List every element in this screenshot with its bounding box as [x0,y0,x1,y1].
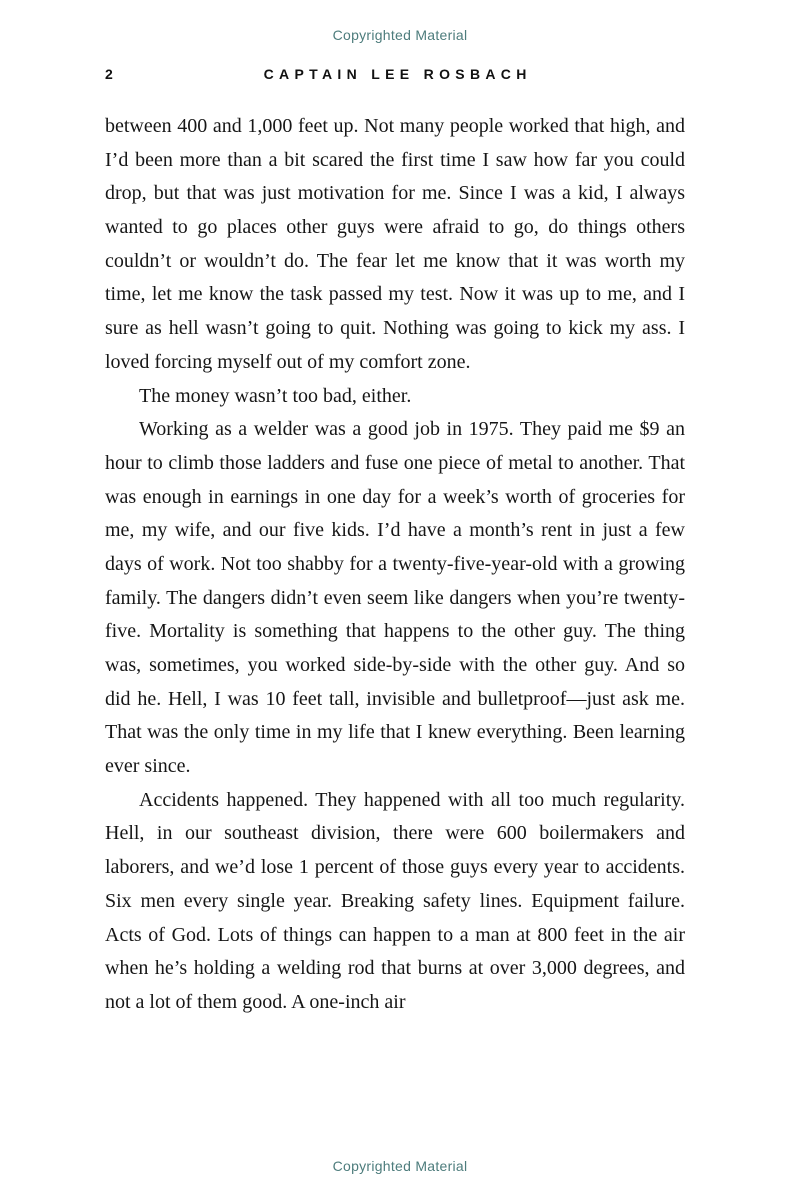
paragraph: The money wasn’t too bad, either. [139,384,412,407]
body-text [105,110,685,1020]
paragraph: between 400 and 1,000 feet up. Not many people worked that high, and I’d been more than a bit scared the first time I saw how far you could drop, but that was just motivation for me. Since I was a kid, I always wanted to go places other guys were afraid to go, do things others couldn’t or wouldn’t do. The fear let me know that it was worth my time, let me know the task passed my test. Now it was up to me, and I sure as hell wasn’t going to quit. Nothing was going to kick my ass. I loved forcing myself out of my comfort zone. [105,115,685,373]
page-number: 2 [105,66,114,82]
page-header [105,66,685,86]
running-title: CAPTAIN LEE ROSBACH [263,66,532,82]
paragraph: Working as a welder was a good job in 1975. They paid me $9 an hour to climb those ladders and fuse one piece of metal to another. That was enough in earnings in one day for a week’s worth of groceries for me, my wife, and our five kids. I’d have a month’s rent in just a few days of work. Not too shabby for a twenty-five-year-old with a growing family. The dangers didn’t even seem like dangers when you’re twenty-five. Mortality is something that happens to the other guy. The thing was, sometimes, you worked side-by-side with the other guy. And so did he. Hell, I was 10 feet tall, invisible and bulletproof—just ask me. That was the only time in my life that I knew everything. Been learning ever since. [105,418,685,778]
copyright-notice-top: Copyrighted Material [332,27,468,43]
copyright-notice-bottom: Copyrighted Material [332,1158,468,1174]
paragraph: Accidents happened. They happened with all too much regularity. Hell, in our southeast division, there were 600 boilermakers and laborers, and we’d lose 1 percent of those guys every year to accidents. Six men every single year. Breaking safety lines. Equipment failure. Acts of God. Lots of things can happen to a man at 800 feet in the air when he’s holding a welding rod that burns at over 3,000 degrees, and not a lot of them good. A one-inch air [105,788,685,1013]
